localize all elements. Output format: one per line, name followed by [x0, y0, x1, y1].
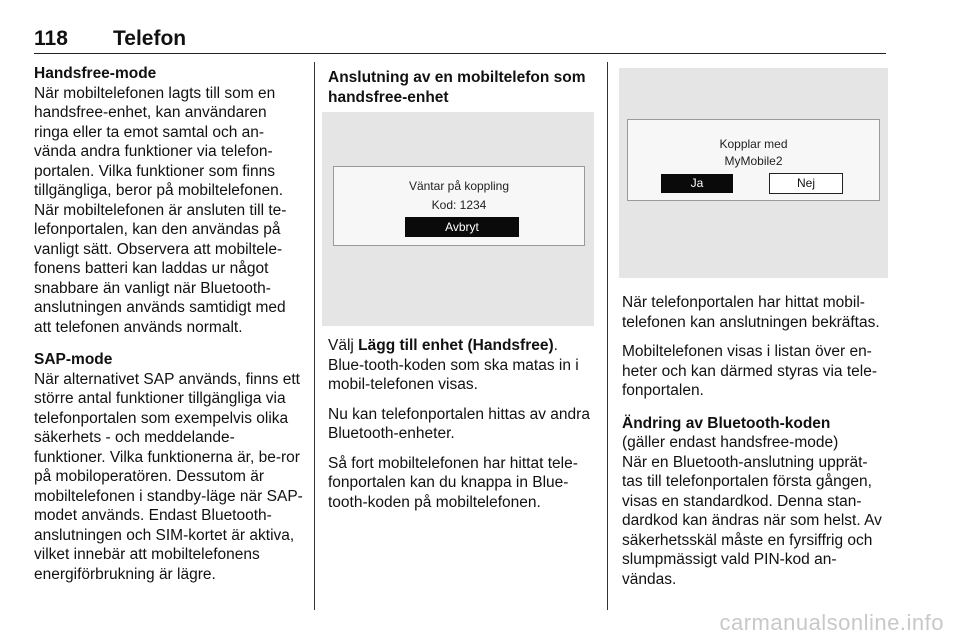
figure-waiting-for-pairing: [322, 112, 594, 326]
paragraph-sap: När alternativet SAP används, finns ett större antal funktioner tillgängliga via telefonportalen som exempelvis olika säkerhets - och meddelande-funktioner. Vilka funktionerna är, be-ror på mobiloperatören. Dessutom är mobiltelefonen i standby-läge när SAP-modet används. Endast Bluetooth-anslutningen och SIM-kortet är aktiva, vilket innebär att mobiltelefonens energiförbrukning är lägre.: [34, 370, 303, 583]
dialog-connecting-line1: Kopplar med: [719, 137, 788, 151]
cancel-button[interactable]: Avbryt: [405, 217, 519, 237]
paragraph-discoverable: Nu kan telefonportalen hittas av andra Bluetooth-enheter.: [328, 405, 590, 442]
heading-connect-mobile: Anslutning av en mobiltelefon som handsfree-enhet: [328, 69, 586, 106]
text-prefix: Välj: [328, 337, 359, 354]
heading-handsfree-mode: Handsfree-mode: [34, 65, 157, 82]
paragraph-handsfree-only: (gäller endast handsfree-mode): [622, 434, 839, 451]
dialog-waiting-code: Kod: 1234: [431, 198, 487, 212]
dialog-connecting: [627, 119, 880, 201]
text-rest: . Blue-tooth-koden som ska matas in i mobil-telefonen visas.: [328, 337, 579, 393]
yes-button[interactable]: Ja: [661, 174, 733, 193]
paragraph-handsfree: När mobiltelefonen lagts till som en handsfree-enhet, kan användaren ringa eller ta emot samtal och an-vända andra funktioner via telefon-portalen. Vilka funktioner som finns tillgängliga, beror på mobiltelefonen. När mobiltelefonen är ansluten till te-lefonportalen, kan den användas på vanligt sätt. Observera att mobiltele-fonens batteri kan laddas ur något snabbare än vanligt när Bluetooth-anslutningen används samtidigt med att telefonen används normalt.: [34, 84, 287, 336]
page-title: Telefon: [113, 27, 187, 50]
paragraph-standard-code: När en Bluetooth-anslutning upprät-tas till telefonportalen första gången, visas en standardkod. Denna stan-dardkod kan ändras när som helst. Av säkerhetsskäl måste en fyrsiffrig och slumpmässigt vald PIN-kod an-vändas.: [622, 453, 882, 588]
column-2-body: [328, 336, 594, 522]
dialog-connecting-device: MyMobile2: [724, 154, 783, 168]
column-1: [34, 64, 304, 594]
paragraph-select-add-device: [328, 336, 594, 395]
column-2: [328, 68, 594, 107]
column-divider-1: [314, 62, 315, 610]
heading-change-bluetooth-code: Ändring av Bluetooth-koden: [622, 414, 831, 432]
dialog-waiting-line1: Väntar på koppling: [408, 179, 510, 193]
header-rule: [34, 53, 886, 54]
dialog-waiting: [333, 166, 585, 246]
column-3: [622, 293, 888, 599]
paragraph-enter-code: Så fort mobiltelefonen har hittat tele-fonportalen kan du knappa in Blue-tooth-koden på mobiltelefonen.: [328, 454, 578, 511]
page-number: 118: [34, 27, 68, 50]
page-header: [34, 26, 886, 52]
watermark-text: carmanualsonline.info: [719, 610, 944, 635]
menu-item-add-device-handsfree: Lägg till enhet (Handsfree): [358, 337, 554, 354]
heading-sap-mode: SAP-mode: [34, 351, 113, 368]
no-button[interactable]: Nej: [769, 173, 843, 194]
paragraph-confirm: När telefonportalen har hittat mobil-telefonen kan anslutningen bekräftas.: [622, 294, 880, 331]
paragraph-device-list: Mobiltelefonen visas i listan över en-heter och kan därmed styras via tele-fonportalen.: [622, 343, 878, 399]
figure-connecting: [619, 68, 888, 278]
column-divider-2: [607, 62, 608, 610]
